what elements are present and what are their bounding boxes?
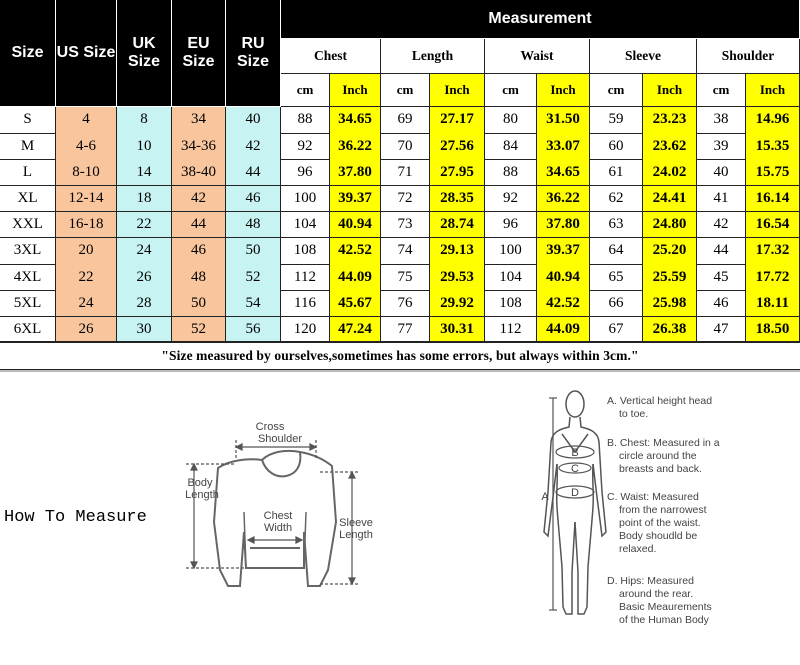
table-cell: 108 — [485, 290, 537, 317]
size-label: XXL — [0, 212, 56, 239]
table-cell: 16-18 — [56, 212, 117, 239]
table-cell: 44.09 — [537, 317, 590, 344]
table-cell: 104 — [281, 212, 330, 239]
table-cell: 46 — [172, 238, 226, 265]
table-cell: 76 — [381, 290, 430, 317]
size-label: S — [0, 107, 56, 134]
table-cell: 112 — [485, 317, 537, 344]
table-cell: 12-14 — [56, 186, 117, 213]
table-cell: 84 — [485, 133, 537, 160]
header-cm: cm — [590, 74, 643, 107]
header-inch: Inch — [746, 74, 800, 107]
body-label-d: D — [571, 487, 579, 499]
table-cell: 44 — [172, 212, 226, 239]
legend-b-line-3: breasts and back. — [619, 463, 702, 475]
table-cell: 61 — [590, 159, 643, 186]
table-cell: 22 — [117, 212, 172, 239]
body-label-c: C — [571, 463, 579, 475]
table-cell: 29.92 — [430, 290, 485, 317]
table-cell: 88 — [485, 159, 537, 186]
table-cell: 100 — [281, 186, 330, 213]
table-cell: 46 — [226, 186, 281, 213]
table-cell: 60 — [590, 133, 643, 160]
table-cell: 72 — [381, 186, 430, 213]
body-length-label-2: Length — [185, 489, 219, 501]
table-cell: 31.50 — [537, 107, 590, 134]
table-cell: 30.31 — [430, 317, 485, 344]
table-cell: 18 — [117, 186, 172, 213]
table-cell: 28.74 — [430, 212, 485, 239]
table-cell: 4 — [56, 107, 117, 134]
table-cell: 26 — [117, 264, 172, 291]
table-cell: 29.53 — [430, 264, 485, 291]
table-cell: 71 — [381, 159, 430, 186]
header-inch: Inch — [537, 74, 590, 107]
table-cell: 8-10 — [56, 159, 117, 186]
header-group-length: Length — [381, 39, 485, 74]
table-cell: 50 — [226, 238, 281, 265]
table-cell: 45.67 — [330, 290, 381, 317]
table-cell: 15.75 — [746, 159, 800, 186]
header-ru: RU Size — [226, 0, 281, 107]
table-cell: 16.54 — [746, 212, 800, 239]
table-cell: 27.95 — [430, 159, 485, 186]
header-us: US Size — [56, 0, 117, 107]
legend-c-line-4: Body shoudld be — [619, 530, 698, 542]
table-cell: 39.37 — [330, 186, 381, 213]
table-cell: 15.35 — [746, 133, 800, 160]
size-label: L — [0, 159, 56, 186]
legend-b-line-1: B. Chest: Measured in a — [607, 437, 720, 449]
table-cell: 27.17 — [430, 107, 485, 134]
header-inch: Inch — [330, 74, 381, 107]
table-cell: 34-36 — [172, 133, 226, 160]
header-cm: cm — [485, 74, 537, 107]
table-cell: 40.94 — [537, 264, 590, 291]
table-cell: 63 — [590, 212, 643, 239]
table-cell: 47 — [697, 317, 746, 344]
legend-b-line-2: circle around the — [619, 450, 697, 462]
table-cell: 29.13 — [430, 238, 485, 265]
table-cell: 25.59 — [643, 264, 697, 291]
table-cell: 24.41 — [643, 186, 697, 213]
table-cell: 17.72 — [746, 264, 800, 291]
table-cell: 73 — [381, 212, 430, 239]
legend-d-line-2: around the rear. — [619, 588, 694, 600]
table-cell: 18.50 — [746, 317, 800, 344]
table-cell: 39.37 — [537, 238, 590, 265]
how-to-measure-label: How To Measure — [4, 508, 147, 527]
legend-d-line-4: of the Human Body — [619, 614, 709, 626]
table-cell: 80 — [485, 107, 537, 134]
table-cell: 67 — [590, 317, 643, 344]
chest-width-label-1: Chest — [263, 510, 293, 522]
table-cell: 42 — [226, 133, 281, 160]
table-cell: 37.80 — [537, 212, 590, 239]
table-cell: 88 — [281, 107, 330, 134]
legend-a-line-1: A. Vertical height head — [607, 395, 713, 407]
table-cell: 69 — [381, 107, 430, 134]
table-cell: 48 — [172, 264, 226, 291]
header-cm: cm — [281, 74, 330, 107]
header-cm: cm — [381, 74, 430, 107]
size-label: 3XL — [0, 238, 56, 265]
table-cell: 14 — [117, 159, 172, 186]
cross-shoulder-label-2: Shoulder — [257, 433, 303, 445]
table-cell: 42.52 — [330, 238, 381, 265]
header-group-shoulder: Shoulder — [697, 39, 800, 74]
table-cell: 50 — [172, 290, 226, 317]
table-cell: 47.24 — [330, 317, 381, 344]
table-cell: 52 — [226, 264, 281, 291]
table-cell: 108 — [281, 238, 330, 265]
table-cell: 25.98 — [643, 290, 697, 317]
table-cell: 34 — [172, 107, 226, 134]
header-group-sleeve: Sleeve — [590, 39, 697, 74]
table-cell: 96 — [485, 212, 537, 239]
legend-c-line-3: point of the waist. — [619, 517, 701, 529]
sleeve-length-label-1: Sleeve — [339, 517, 373, 529]
size-label: 6XL — [0, 317, 56, 344]
header-group-chest: Chest — [281, 39, 381, 74]
chest-width-label-2: Width — [263, 522, 293, 534]
table-cell: 34.65 — [330, 107, 381, 134]
measurement-note: "Size measured by ourselves,sometimes has some errors, but always within 3cm." — [0, 341, 800, 370]
table-cell: 92 — [281, 133, 330, 160]
table-cell: 52 — [172, 317, 226, 344]
table-cell: 44 — [697, 238, 746, 265]
table-cell: 46 — [697, 290, 746, 317]
table-cell: 77 — [381, 317, 430, 344]
table-cell: 42 — [172, 186, 226, 213]
header-cm: cm — [697, 74, 746, 107]
table-cell: 56 — [226, 317, 281, 344]
shirt-diagram — [0, 372, 800, 665]
table-cell: 74 — [381, 238, 430, 265]
table-cell: 41 — [697, 186, 746, 213]
table-cell: 59 — [590, 107, 643, 134]
body-length-label-1: Body — [187, 477, 213, 489]
table-cell: 36.22 — [330, 133, 381, 160]
size-label: 4XL — [0, 264, 56, 291]
header-measurement: Measurement — [281, 0, 800, 39]
table-cell: 10 — [117, 133, 172, 160]
sleeve-length-label-2: Length — [339, 529, 373, 541]
legend-c-line-2: from the narrowest — [619, 504, 707, 516]
table-cell: 54 — [226, 290, 281, 317]
cross-shoulder-label-1: Cross — [255, 421, 285, 433]
table-cell: 28 — [117, 290, 172, 317]
table-cell: 65 — [590, 264, 643, 291]
table-cell: 36.22 — [537, 186, 590, 213]
legend-c-line-5: relaxed. — [619, 543, 657, 555]
header-inch: Inch — [430, 74, 485, 107]
table-cell: 38 — [697, 107, 746, 134]
table-cell: 23.23 — [643, 107, 697, 134]
table-cell: 75 — [381, 264, 430, 291]
table-cell: 66 — [590, 290, 643, 317]
body-label-a: A — [541, 491, 549, 503]
table-cell: 17.32 — [746, 238, 800, 265]
table-cell: 44 — [226, 159, 281, 186]
header-group-waist: Waist — [485, 39, 590, 74]
table-cell: 42.52 — [537, 290, 590, 317]
table-cell: 22 — [56, 264, 117, 291]
table-cell: 14.96 — [746, 107, 800, 134]
table-cell: 30 — [117, 317, 172, 344]
legend-a-line-2: to toe. — [619, 408, 649, 420]
table-cell: 62 — [590, 186, 643, 213]
table-cell: 40.94 — [330, 212, 381, 239]
size-label: XL — [0, 186, 56, 213]
table-cell: 33.07 — [537, 133, 590, 160]
table-cell: 24 — [56, 290, 117, 317]
table-cell: 26.38 — [643, 317, 697, 344]
table-cell: 42 — [697, 212, 746, 239]
table-cell: 34.65 — [537, 159, 590, 186]
table-cell: 40 — [697, 159, 746, 186]
table-cell: 100 — [485, 238, 537, 265]
table-cell: 18.11 — [746, 290, 800, 317]
table-cell: 28.35 — [430, 186, 485, 213]
header-inch: Inch — [643, 74, 697, 107]
header-uk: UK Size — [117, 0, 172, 107]
table-cell: 45 — [697, 264, 746, 291]
table-cell: 24.80 — [643, 212, 697, 239]
header-size: Size — [0, 0, 56, 107]
legend-c-line-1: C. Waist: Measured — [607, 491, 699, 503]
table-cell: 40 — [226, 107, 281, 134]
table-cell: 23.62 — [643, 133, 697, 160]
size-label: M — [0, 133, 56, 160]
table-cell: 104 — [485, 264, 537, 291]
table-cell: 112 — [281, 264, 330, 291]
table-cell: 70 — [381, 133, 430, 160]
table-cell: 37.80 — [330, 159, 381, 186]
table-cell: 38-40 — [172, 159, 226, 186]
table-cell: 39 — [697, 133, 746, 160]
table-cell: 4-6 — [56, 133, 117, 160]
table-cell: 120 — [281, 317, 330, 344]
table-cell: 27.56 — [430, 133, 485, 160]
table-cell: 25.20 — [643, 238, 697, 265]
table-cell: 92 — [485, 186, 537, 213]
table-cell: 20 — [56, 238, 117, 265]
table-cell: 44.09 — [330, 264, 381, 291]
body-label-b: B — [571, 447, 579, 459]
table-cell: 96 — [281, 159, 330, 186]
table-cell: 48 — [226, 212, 281, 239]
table-cell: 64 — [590, 238, 643, 265]
table-cell: 16.14 — [746, 186, 800, 213]
header-eu: EU Size — [172, 0, 226, 107]
size-label: 5XL — [0, 290, 56, 317]
table-cell: 24.02 — [643, 159, 697, 186]
table-cell: 26 — [56, 317, 117, 344]
table-cell: 116 — [281, 290, 330, 317]
table-cell: 24 — [117, 238, 172, 265]
table-cell: 8 — [117, 107, 172, 134]
legend-d-line-3: Basic Meaurements — [619, 601, 712, 613]
legend-d-line-1: D. Hips: Measured — [607, 575, 694, 587]
how-to-measure-section — [0, 370, 800, 663]
